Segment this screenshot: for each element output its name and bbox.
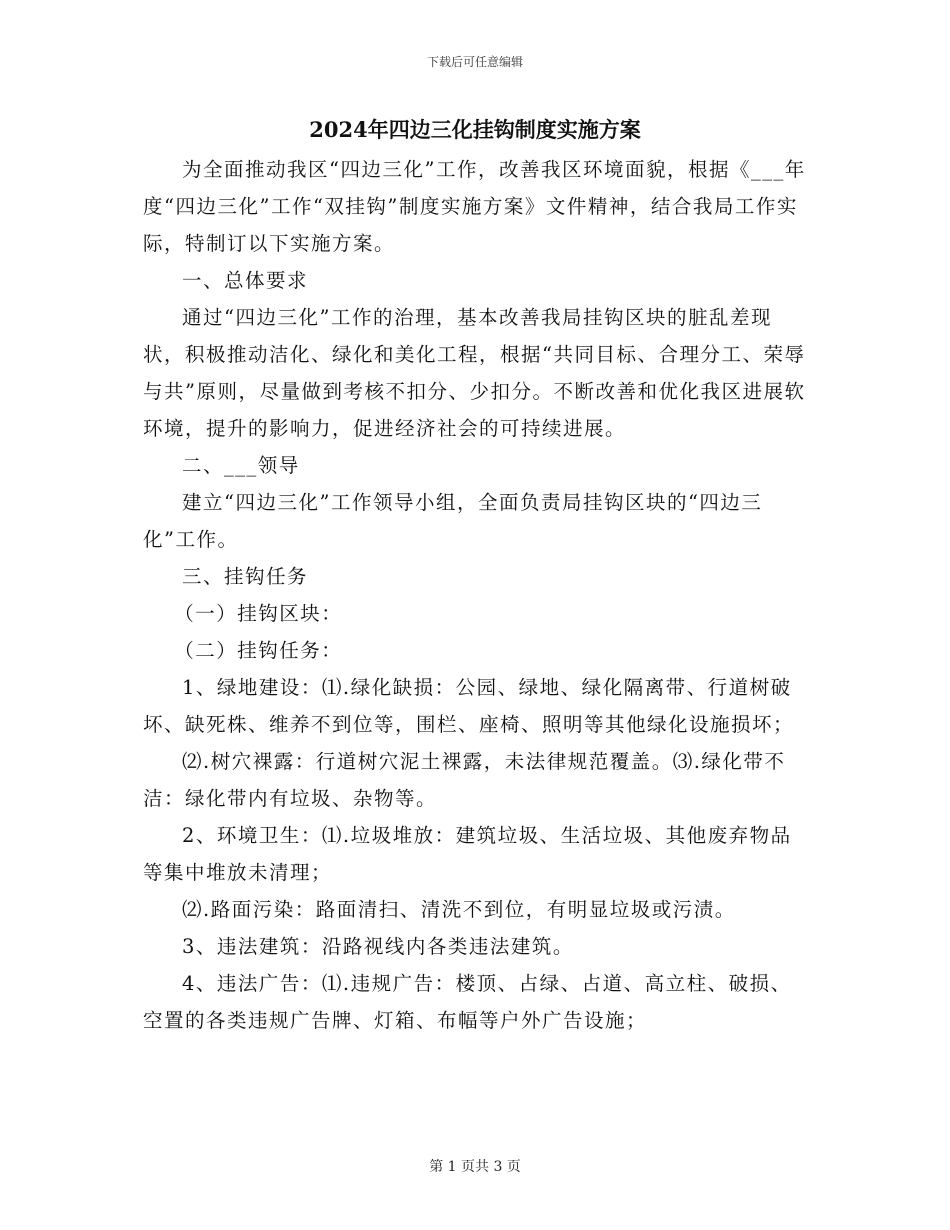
item-tree-pits: ⑵.树穴裸露：行道树穴泥土裸露，未法律规范覆盖。⑶.绿化带不洁：绿化带内有垃圾、杂物等。	[143, 750, 786, 810]
subsection-blocks: （一）挂钩区块：	[174, 602, 343, 625]
section-heading-leadership: 二、___领导	[182, 454, 300, 477]
paragraph-leadership: 建立“四边三化”工作领导小组，全面负责局挂钩区块的“四边三化”工作。	[143, 491, 763, 551]
item-road-pollution: ⑵.路面污染：路面清扫、清洗不到位，有明显垃圾或污渍。	[182, 898, 736, 921]
page-footer: 第 1 页共 3 页	[429, 1159, 521, 1175]
item-sanitation: 2、环境卫生：⑴.垃圾堆放：建筑垃圾、生活垃圾、其他废弃物品等集中堆放未清理；	[143, 824, 792, 884]
item-illegal-ads: 4、违法广告：⑴.违规广告：楼顶、占绿、占道、高立柱、破损、空置的各类违规广告牌、灯箱、布幅等户外广告设施；	[143, 972, 792, 1032]
header-note: 下载后可任意编辑	[426, 55, 523, 69]
section-heading-tasks: 三、挂钩任务	[182, 565, 309, 588]
item-green-construction: 1、绿地建设：⑴.绿化缺损：公园、绿地、绿化隔离带、行道树破坏、缺死株、维养不到位等，围栏、座椅、照明等其他绿化设施损坏；	[143, 676, 795, 736]
document-title: 2024年四边三化挂钩制度实施方案	[309, 117, 641, 142]
section-heading-overall-requirements: 一、总体要求	[182, 269, 309, 292]
item-illegal-buildings: 3、违法建筑：沿路视线内各类违法建筑。	[182, 935, 574, 958]
document-body	[143, 151, 808, 1039]
paragraph-intro: 为全面推动我区“四边三化”工作，改善我区环境面貌，根据《___年度“四边三化”工作“双挂钩”制度实施方案》文件精神，结合我局工作实际，特制订以下实施方案。	[143, 158, 806, 255]
paragraph-overall-requirements: 通过“四边三化”工作的治理，基本改善我局挂钩区块的脏乱差现状，积极推动洁化、绿化和美化工程，根据“共同目标、合理分工、荣辱与共”原则，尽量做到考核不扣分、少扣分。不断改善和优化我区进展软环境，提升的影响力，促进经济社会的可持续进展。	[143, 306, 806, 440]
subsection-tasks: （二）挂钩任务：	[174, 639, 343, 662]
